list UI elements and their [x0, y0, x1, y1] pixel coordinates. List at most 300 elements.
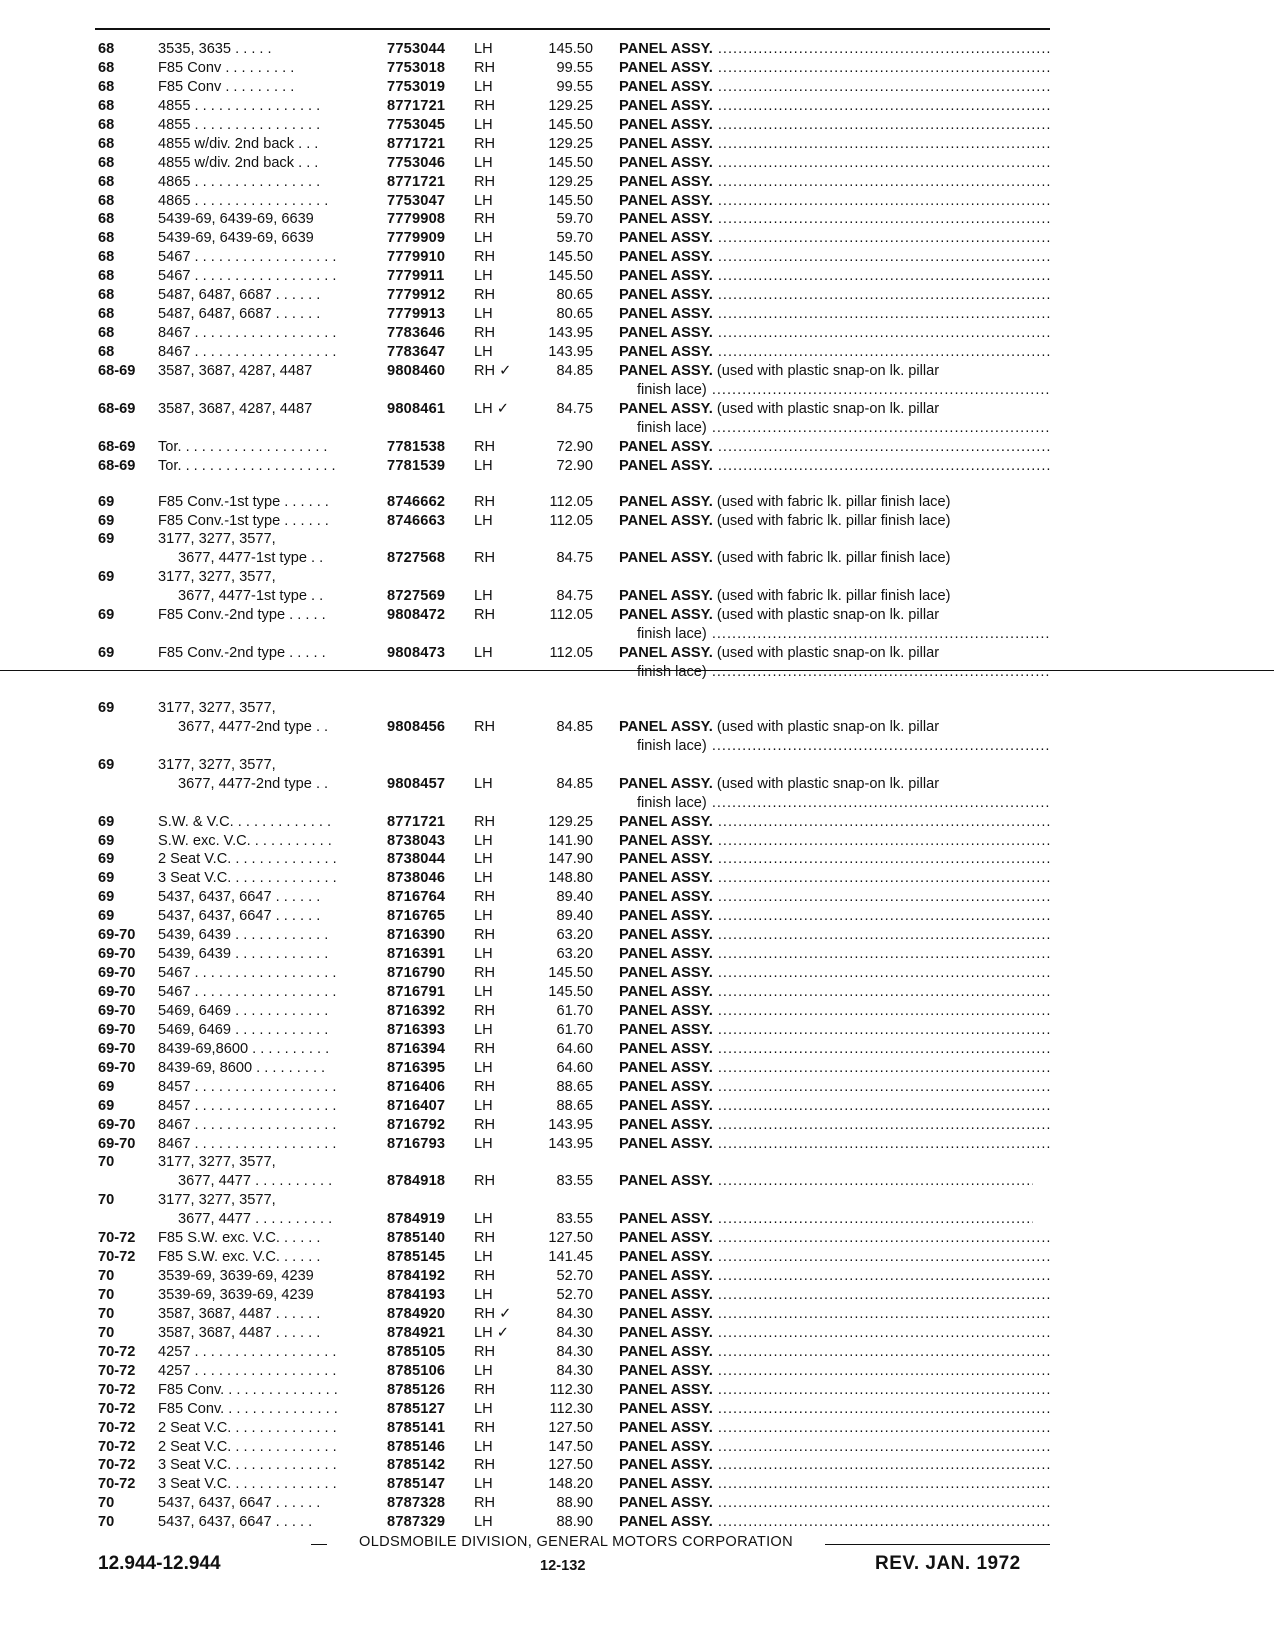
price: 127.50 — [548, 1230, 593, 1247]
price: 64.60 — [556, 1059, 593, 1076]
description-name: PANEL ASSY. — [619, 78, 713, 95]
side: LH — [474, 832, 493, 849]
price: 72.90 — [556, 457, 593, 474]
description-note: (used with fabric lk. pillar finish lace) — [716, 550, 951, 567]
description-note-continued: finish lace) ..... — [637, 737, 1051, 756]
model-list: 3539-69, 3639-69, 4239 — [158, 1287, 314, 1303]
price: 88.90 — [556, 1514, 593, 1531]
part-row — [0, 926, 1274, 945]
part-row — [0, 1456, 1274, 1475]
price: 112.05 — [549, 512, 593, 529]
year-range: 68 — [98, 173, 115, 190]
description-name: PANEL ASSY. — [619, 775, 713, 792]
description — [619, 324, 1051, 343]
price: 148.20 — [548, 1476, 593, 1493]
year-range: 68-69 — [98, 362, 136, 379]
description — [619, 1286, 1051, 1305]
side: LH — [474, 344, 493, 360]
side: RH — [474, 550, 496, 567]
side: LH — [474, 1097, 493, 1114]
description-name: PANEL ASSY. — [619, 908, 713, 925]
model-list: 8467 . . . . . . . . . . . . . . . . . . — [158, 344, 337, 360]
part-row-continuation — [0, 718, 1274, 737]
year-range: 69-70 — [98, 1135, 136, 1152]
description-note-continued: finish lace) ..... — [637, 625, 1051, 644]
description-name: PANEL ASSY. — [619, 154, 713, 171]
part-number: 9808461 — [387, 400, 446, 417]
description-name: PANEL ASSY. — [619, 645, 713, 662]
description-note: (used with plastic snap-on lk. pillar — [716, 775, 940, 792]
part-row-continuation — [0, 1210, 1274, 1229]
model-list: 5467 . . . . . . . . . . . . . . . . . . — [158, 249, 337, 266]
description-name: PANEL ASSY. — [619, 1305, 713, 1322]
description-name: PANEL ASSY. — [619, 287, 713, 304]
description-name: PANEL ASSY. — [619, 1116, 713, 1133]
footer-division: OLDSMOBILE DIVISION, GENERAL MOTORS CORPORATION — [327, 1534, 825, 1550]
price: 99.55 — [556, 78, 593, 95]
part-row — [0, 907, 1274, 926]
part-number: 8785127 — [387, 1400, 446, 1417]
side: LH — [474, 192, 493, 209]
part-number: 8784193 — [387, 1287, 446, 1303]
description — [619, 1513, 1051, 1532]
description — [619, 1040, 1051, 1059]
part-row — [0, 1305, 1274, 1324]
description-name: PANEL ASSY. — [619, 1343, 713, 1360]
model-list: F85 Conv.-2nd type . . . . . — [158, 607, 326, 624]
part-row — [0, 869, 1274, 888]
footer-page-number: 12-132 — [540, 1558, 586, 1574]
price: 129.25 — [548, 135, 593, 152]
description — [619, 1343, 1051, 1362]
model-list-continued: 3677, 4477 . . . . . . . . . . — [178, 1211, 333, 1228]
part-row — [0, 1381, 1274, 1400]
side: RH — [474, 1116, 496, 1133]
year-range: 69 — [98, 851, 115, 868]
description — [619, 1116, 1051, 1135]
side: RH — [474, 59, 496, 76]
side: LH — [474, 775, 493, 792]
year-range: 70 — [98, 1192, 115, 1209]
description-name: PANEL ASSY. — [619, 550, 713, 567]
description-name: PANEL ASSY. — [619, 607, 713, 624]
description-name: PANEL ASSY. — [619, 1135, 713, 1152]
part-row — [0, 493, 1274, 512]
price: 83.55 — [556, 1211, 593, 1228]
description-name: PANEL ASSY. — [619, 832, 713, 849]
description-note: (used with fabric lk. pillar finish lace) — [716, 588, 951, 605]
price: 84.85 — [556, 718, 593, 735]
description — [619, 1097, 1051, 1116]
model-list: 5437, 6437, 6647 . . . . . — [158, 1514, 313, 1531]
part-row — [0, 1116, 1274, 1135]
part-row — [0, 438, 1274, 457]
description-name: PANEL ASSY. — [619, 1381, 713, 1398]
part-number: 8716393 — [387, 1021, 446, 1038]
part-row — [0, 192, 1274, 211]
description-name: PANEL ASSY. — [619, 306, 713, 323]
description-name: PANEL ASSY. — [619, 59, 713, 76]
part-number: 8771721 — [387, 97, 446, 114]
part-row — [0, 1002, 1274, 1021]
part-row — [0, 1248, 1274, 1267]
side: LH ✓ — [474, 1324, 509, 1341]
side: RH — [474, 1173, 496, 1190]
price: 84.75 — [556, 400, 593, 417]
year-range: 68-69 — [98, 400, 136, 417]
description-name: PANEL ASSY. — [619, 1514, 713, 1531]
top-rule — [95, 28, 1050, 30]
part-number: 7753044 — [387, 41, 446, 57]
part-number: 8787328 — [387, 1495, 446, 1512]
description-name: PANEL ASSY. — [619, 1078, 713, 1095]
description-note: (used with fabric lk. pillar finish lace) — [716, 493, 951, 510]
description-name: PANEL ASSY. — [619, 1021, 713, 1038]
description — [619, 343, 1051, 362]
part-number: 7781539 — [387, 457, 446, 474]
part-row — [0, 568, 1274, 587]
part-row — [0, 229, 1274, 248]
part-row — [0, 59, 1274, 78]
description — [619, 362, 939, 381]
price: 84.30 — [556, 1362, 593, 1379]
part-number: 8716406 — [387, 1078, 446, 1095]
description — [619, 964, 1051, 983]
side: RH — [474, 813, 496, 830]
model-list: Tor. . . . . . . . . . . . . . . . . . . — [158, 438, 328, 455]
price: 127.50 — [548, 1457, 593, 1474]
part-number: 7779911 — [387, 268, 445, 285]
side: LH — [474, 946, 493, 963]
description-note: (used with plastic snap-on lk. pillar — [716, 400, 940, 417]
description-name: PANEL ASSY. — [619, 438, 713, 455]
part-number: 8716390 — [387, 927, 446, 944]
year-range: 69 — [98, 1078, 115, 1095]
part-number: 8716407 — [387, 1097, 446, 1114]
model-list: 3177, 3277, 3577, — [158, 1154, 276, 1171]
description-name: PANEL ASSY. — [619, 1173, 713, 1190]
model-list-continued: 3677, 4477-2nd type . . — [178, 775, 329, 792]
side: RH — [474, 889, 496, 906]
part-row — [0, 850, 1274, 869]
year-range: 69 — [98, 699, 115, 716]
side: LH — [474, 1211, 493, 1228]
part-row — [0, 78, 1274, 97]
part-number: 7753046 — [387, 154, 446, 171]
model-list: F85 Conv.-2nd type . . . . . — [158, 645, 326, 662]
model-list: 5467 . . . . . . . . . . . . . . . . . . — [158, 984, 337, 1000]
model-list: 5439, 6439 . . . . . . . . . . . . — [158, 946, 329, 963]
part-row — [0, 1494, 1274, 1513]
description-continuation — [0, 737, 1274, 756]
parts-list — [0, 40, 1274, 1532]
model-list: S.W. exc. V.C. . . . . . . . . . . — [158, 832, 332, 849]
description — [619, 1362, 1051, 1381]
price: 89.40 — [556, 889, 593, 906]
side: RH — [474, 1457, 496, 1474]
part-row — [0, 983, 1274, 1002]
year-range: 69 — [98, 756, 115, 773]
description-continuation — [0, 663, 1274, 682]
year-range: 70-72 — [98, 1343, 136, 1360]
description-name: PANEL ASSY. — [619, 400, 713, 417]
price: 143.95 — [548, 344, 593, 360]
part-row — [0, 530, 1274, 549]
price: 88.65 — [556, 1097, 593, 1114]
price: 145.50 — [548, 249, 593, 266]
year-range: 68 — [98, 154, 115, 171]
description — [619, 40, 1051, 59]
side: RH — [474, 325, 496, 342]
side: RH — [474, 1381, 496, 1398]
price: 84.75 — [556, 550, 593, 567]
model-list: F85 Conv.-1st type . . . . . . — [158, 493, 329, 510]
side: RH — [474, 1495, 496, 1512]
side: LH — [474, 908, 493, 925]
model-list-continued: 3677, 4477-1st type . . — [178, 588, 324, 605]
description — [619, 945, 1051, 964]
model-list: 4855 w/div. 2nd back . . . — [158, 154, 319, 171]
year-range: 69 — [98, 607, 115, 624]
part-number: 7753019 — [387, 78, 446, 95]
part-row — [0, 1059, 1274, 1078]
price: 112.30 — [549, 1381, 593, 1398]
price: 59.70 — [556, 211, 593, 228]
side: LH — [474, 645, 493, 662]
part-number: 8785106 — [387, 1362, 446, 1379]
description — [619, 549, 1033, 568]
price: 72.90 — [556, 438, 593, 455]
model-list: 5487, 6487, 6687 . . . . . . — [158, 306, 321, 323]
part-row — [0, 699, 1274, 718]
year-range: 70-72 — [98, 1476, 136, 1493]
side: RH — [474, 1230, 496, 1247]
description-name: PANEL ASSY. — [619, 1211, 713, 1228]
year-range: 68 — [98, 116, 115, 133]
description-name: PANEL ASSY. — [619, 173, 713, 190]
price: 59.70 — [556, 230, 593, 247]
side: RH — [474, 249, 496, 266]
part-row — [0, 1419, 1274, 1438]
description-name: PANEL ASSY. — [619, 116, 713, 133]
part-row — [0, 97, 1274, 116]
part-row — [0, 324, 1274, 343]
description — [619, 869, 1051, 888]
year-range: 69-70 — [98, 965, 136, 982]
price: 84.85 — [556, 775, 593, 792]
part-number: 8771721 — [387, 173, 446, 190]
price: 148.80 — [548, 870, 593, 887]
description-name: PANEL ASSY. — [619, 588, 713, 605]
model-list: 8457 . . . . . . . . . . . . . . . . . . — [158, 1097, 337, 1114]
part-number: 8785141 — [387, 1419, 446, 1436]
description — [619, 1438, 1051, 1457]
year-range: 70-72 — [98, 1419, 136, 1436]
price: 89.40 — [556, 908, 593, 925]
part-row — [0, 1267, 1274, 1286]
price: 63.20 — [556, 946, 593, 963]
description-name: PANEL ASSY. — [619, 813, 713, 830]
description — [619, 1494, 1051, 1513]
description — [619, 116, 1051, 135]
part-number: 8785105 — [387, 1343, 446, 1360]
price: 145.50 — [548, 116, 593, 133]
part-row — [0, 606, 1274, 625]
part-row — [0, 813, 1274, 832]
model-list: 2 Seat V.C. . . . . . . . . . . . . . — [158, 851, 337, 868]
side: RH — [474, 97, 496, 114]
part-number: 8785126 — [387, 1381, 446, 1398]
description-name: PANEL ASSY. — [619, 1476, 713, 1493]
side: LH — [474, 116, 493, 133]
side: RH — [474, 493, 496, 510]
part-number: 8785145 — [387, 1249, 446, 1266]
model-list: 8439-69, 8600 . . . . . . . . . — [158, 1059, 326, 1076]
side: LH — [474, 78, 493, 95]
side: LH — [474, 512, 493, 529]
year-range: 68 — [98, 287, 115, 304]
part-number: 8771721 — [387, 813, 446, 830]
side: RH — [474, 1268, 496, 1285]
model-list: 3 Seat V.C. . . . . . . . . . . . . . — [158, 1476, 337, 1493]
part-number: 7779912 — [387, 287, 446, 304]
part-number: 8716793 — [387, 1135, 446, 1152]
side: RH — [474, 287, 496, 304]
description — [619, 1381, 1051, 1400]
model-list: F85 Conv . . . . . . . . . — [158, 78, 295, 95]
side: RH — [474, 1343, 496, 1360]
part-number: 7779908 — [387, 211, 446, 228]
part-number: 7779910 — [387, 249, 446, 266]
part-number: 7753045 — [387, 116, 446, 133]
year-range: 70 — [98, 1287, 115, 1303]
year-range: 70-72 — [98, 1400, 136, 1417]
part-number: 7753018 — [387, 59, 446, 76]
part-number: 8785146 — [387, 1438, 446, 1455]
model-list: 4257 . . . . . . . . . . . . . . . . . . — [158, 1362, 337, 1379]
price: 145.50 — [548, 984, 593, 1000]
part-row — [0, 362, 1274, 381]
description — [619, 1456, 1051, 1475]
description — [619, 1172, 1033, 1191]
part-number: 8716395 — [387, 1059, 446, 1076]
model-list: F85 S.W. exc. V.C. . . . . . — [158, 1249, 321, 1266]
part-row — [0, 945, 1274, 964]
model-list: S.W. & V.C. . . . . . . . . . . . . — [158, 813, 332, 830]
description-name: PANEL ASSY. — [619, 41, 713, 57]
description — [619, 135, 1051, 154]
description — [619, 983, 1051, 1002]
part-row-continuation — [0, 549, 1274, 568]
price: 84.30 — [556, 1305, 593, 1322]
side: RH ✓ — [474, 362, 512, 379]
description — [619, 457, 1051, 476]
model-list: 8457 . . . . . . . . . . . . . . . . . . — [158, 1078, 337, 1095]
part-number: 8784919 — [387, 1211, 446, 1228]
description — [619, 59, 1051, 78]
model-list: 8439-69,8600 . . . . . . . . . . — [158, 1040, 330, 1057]
year-range: 68 — [98, 249, 115, 266]
price: 143.95 — [548, 1135, 593, 1152]
price: 52.70 — [556, 1268, 593, 1285]
price: 129.25 — [548, 813, 593, 830]
part-row — [0, 400, 1274, 419]
description-name: PANEL ASSY. — [619, 97, 713, 114]
description — [619, 888, 1051, 907]
description-name: PANEL ASSY. — [619, 344, 713, 360]
part-row — [0, 457, 1274, 476]
price: 84.75 — [556, 588, 593, 605]
part-row — [0, 154, 1274, 173]
part-row — [0, 1513, 1274, 1532]
model-list: 5487, 6487, 6687 . . . . . . — [158, 287, 321, 304]
part-number: 8716394 — [387, 1040, 446, 1057]
description — [619, 1002, 1051, 1021]
year-range: 68 — [98, 78, 115, 95]
year-range: 68-69 — [98, 438, 136, 455]
price: 52.70 — [556, 1287, 593, 1303]
description-name: PANEL ASSY. — [619, 1059, 713, 1076]
side: RH — [474, 211, 496, 228]
price: 129.25 — [548, 173, 593, 190]
description-name: PANEL ASSY. — [619, 1040, 713, 1057]
description-name: PANEL ASSY. — [619, 851, 713, 868]
side: LH — [474, 984, 493, 1000]
year-range: 69-70 — [98, 984, 136, 1000]
part-number: 7753047 — [387, 192, 446, 209]
model-list: 3177, 3277, 3577, — [158, 1192, 276, 1209]
footer-revision: REV. JAN. 1972 — [875, 1553, 1021, 1574]
description-name: PANEL ASSY. — [619, 1097, 713, 1114]
year-range: 69 — [98, 531, 115, 548]
price: 147.50 — [548, 1438, 593, 1455]
price: 145.50 — [548, 41, 593, 57]
description-name: PANEL ASSY. — [619, 493, 713, 510]
model-list: 5467 . . . . . . . . . . . . . . . . . . — [158, 268, 337, 285]
description-name: PANEL ASSY. — [619, 325, 713, 342]
part-row — [0, 512, 1274, 531]
price: 129.25 — [548, 97, 593, 114]
part-number: 7783646 — [387, 325, 446, 342]
side: RH — [474, 965, 496, 982]
part-row-continuation — [0, 1172, 1274, 1191]
description-note: (used with plastic snap-on lk. pillar — [716, 362, 940, 379]
part-row — [0, 1362, 1274, 1381]
description-name: PANEL ASSY. — [619, 946, 713, 963]
part-number: 8746663 — [387, 512, 446, 529]
part-number: 8716790 — [387, 965, 446, 982]
description — [619, 850, 1051, 869]
part-row — [0, 888, 1274, 907]
price: 112.05 — [549, 493, 593, 510]
part-number: 7781538 — [387, 438, 446, 455]
description-name: PANEL ASSY. — [619, 249, 713, 266]
description-name: PANEL ASSY. — [619, 870, 713, 887]
model-list: 3 Seat V.C. . . . . . . . . . . . . . — [158, 870, 337, 887]
price: 83.55 — [556, 1173, 593, 1190]
part-row — [0, 210, 1274, 229]
description — [619, 1078, 1051, 1097]
price: 88.90 — [556, 1495, 593, 1512]
year-range: 69-70 — [98, 1059, 136, 1076]
description — [619, 1305, 1051, 1324]
description — [619, 587, 1033, 606]
price: 80.65 — [556, 306, 593, 323]
side: RH — [474, 135, 496, 152]
part-row — [0, 1229, 1274, 1248]
model-list: 5439-69, 6439-69, 6639 — [158, 211, 314, 228]
part-number: 8785147 — [387, 1476, 446, 1493]
